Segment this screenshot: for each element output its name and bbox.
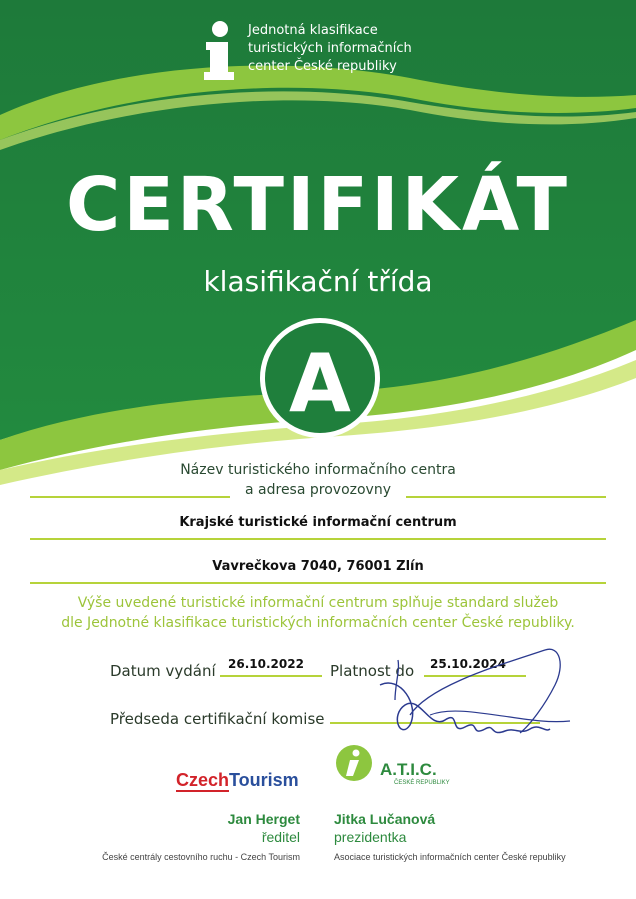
divider-line xyxy=(30,538,606,540)
classification-title: Jednotná klasifikace turistických informačních center České republiky xyxy=(248,23,412,74)
info-icon xyxy=(200,20,240,82)
left-org-name: České centrály cestovního ruchu - Czech Tourism xyxy=(102,852,300,862)
right-org-name: Asociace turistických informačních center České republiky xyxy=(334,852,566,862)
grade-badge: A xyxy=(260,318,380,438)
certificate-title: CERTIFIKÁT xyxy=(66,162,570,248)
signature xyxy=(370,645,580,745)
compliance-statement: Výše uvedené turistické informační centrum splňuje standard služeb dle Jednotné klasifikace turistických informačních center České republiky. xyxy=(61,595,575,631)
logo-tourism: Tourism xyxy=(229,770,299,790)
left-person-name: Jan Herget xyxy=(227,811,300,827)
validity-label: Platnost do xyxy=(330,662,415,680)
atic-logo-subtext: ČESKÉ REPUBLIKY xyxy=(394,780,450,786)
left-person-role: ředitel xyxy=(261,829,300,845)
issue-date-value: 26.10.2022 xyxy=(228,657,304,671)
center-name-label: Název turistického informačního centra a adresa provozovny xyxy=(180,462,456,498)
divider-line xyxy=(30,582,606,584)
committee-label: Předseda certifikační komise xyxy=(110,710,325,728)
center-address: Vavrečkova 7040, 76001 Zlín xyxy=(212,559,424,574)
atic-logo-text: A.T.I.C. xyxy=(380,760,437,779)
divider-line xyxy=(406,496,606,498)
issue-date-line xyxy=(220,675,322,677)
right-person-role: prezidentka xyxy=(334,829,407,845)
logo-czech: Czech xyxy=(176,770,230,790)
center-name: Krajské turistické informační centrum xyxy=(179,515,457,530)
validity-value: 25.10.2024 xyxy=(430,657,506,671)
right-person-name: Jitka Lučanová xyxy=(334,811,436,827)
issue-date-label: Datum vydání xyxy=(110,662,216,680)
czechtourism-logo xyxy=(176,770,299,791)
divider-line xyxy=(30,496,230,498)
certificate-subtitle: klasifikační třída xyxy=(203,265,433,298)
atic-logo-icon xyxy=(334,743,374,783)
